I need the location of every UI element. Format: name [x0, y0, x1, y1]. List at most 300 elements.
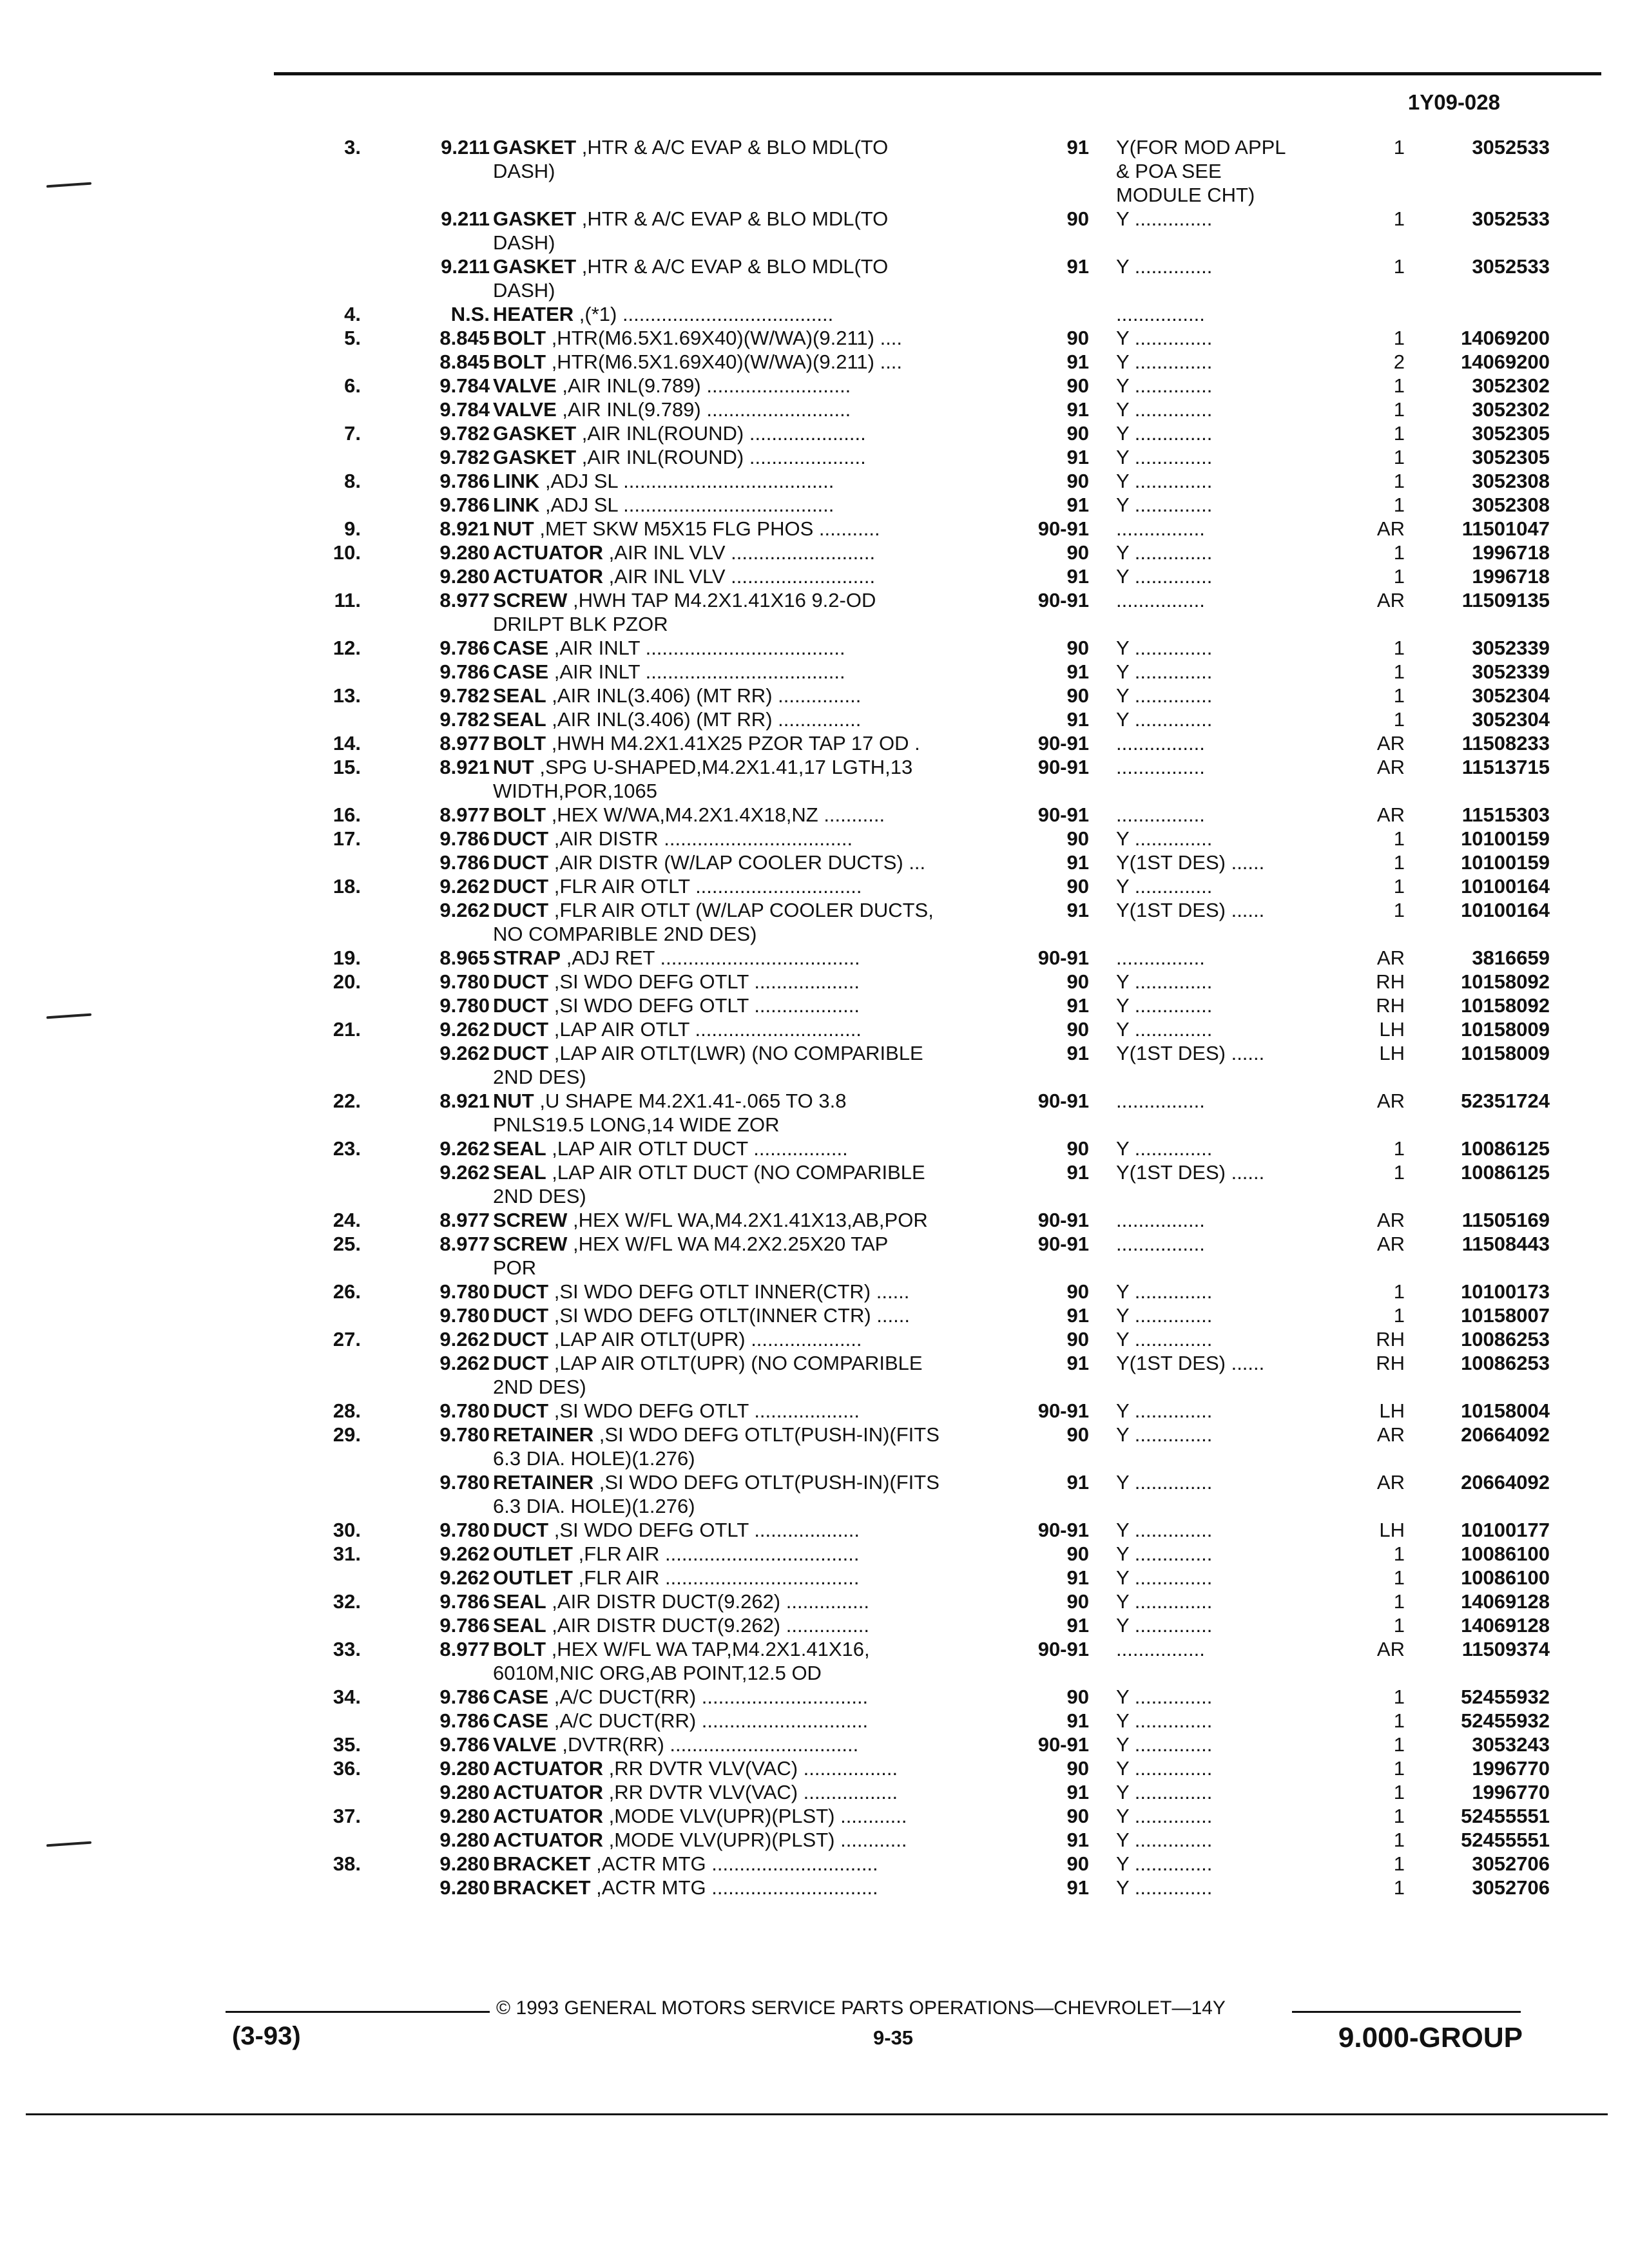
group-code: 9.786 — [439, 827, 490, 850]
description — [493, 302, 1028, 326]
part-number: 10158009 — [1461, 1018, 1550, 1041]
group-code: 9.782 — [439, 446, 490, 468]
description-text: ,SI WDO DEFG OTLT(PUSH-IN)(FITS — [593, 1423, 940, 1446]
group-code: N.S. — [450, 303, 490, 325]
usage: ................ — [1116, 803, 1205, 826]
table-row — [296, 874, 1553, 898]
model-year: 90-91 — [1037, 1233, 1089, 1255]
description — [493, 1756, 1028, 1780]
group-code: 9.780 — [439, 970, 490, 993]
item-number: 10. — [333, 541, 361, 564]
part-number: 10086125 — [1461, 1137, 1550, 1160]
usage: Y .............. — [1116, 1328, 1213, 1350]
usage: MODULE CHT) — [1116, 184, 1255, 206]
part-name: CASE — [493, 660, 549, 683]
model-year: 90 — [1066, 422, 1089, 445]
part-number: 14069128 — [1461, 1590, 1550, 1613]
part-name: DUCT — [493, 899, 549, 921]
part-number: 3052533 — [1472, 136, 1550, 159]
table-row — [296, 1566, 1553, 1590]
description — [493, 1137, 1028, 1160]
table-row — [296, 1446, 1553, 1470]
description-text: ,LAP AIR OTLT(LWR) (NO COMPARIBLE — [548, 1042, 923, 1064]
description-text: ,FLR AIR OTLT (W/LAP COOLER DUCTS, — [548, 899, 934, 921]
part-name: ACTUATOR — [493, 1829, 604, 1851]
description — [493, 278, 1028, 302]
description — [493, 1733, 1028, 1756]
table-row — [296, 1089, 1553, 1113]
table-row — [296, 1709, 1553, 1733]
item-number: 21. — [333, 1018, 361, 1041]
usage: Y .............. — [1116, 1471, 1213, 1494]
table-row — [296, 231, 1553, 255]
model-year: 91 — [1066, 1829, 1089, 1851]
item-number: 16. — [333, 803, 361, 826]
description — [493, 541, 1028, 564]
part-number: 11509374 — [1461, 1638, 1550, 1660]
group-code: 9.280 — [439, 1852, 490, 1875]
usage: ................ — [1116, 589, 1205, 611]
page-number: 9-35 — [873, 2026, 914, 2049]
quantity: AR — [1376, 1233, 1405, 1255]
description — [493, 1709, 1028, 1733]
part-name: OUTLET — [493, 1542, 573, 1565]
item-number: 34. — [333, 1686, 361, 1708]
usage: Y .............. — [1116, 1280, 1213, 1303]
table-row — [296, 398, 1553, 421]
quantity: 1 — [1393, 899, 1405, 921]
table-row — [296, 445, 1553, 469]
table-row — [296, 493, 1553, 517]
description-text: ,LAP AIR OTLT(UPR) (NO COMPARIBLE — [548, 1352, 923, 1374]
table-row — [296, 1137, 1553, 1160]
group-code: 9.262 — [439, 1161, 490, 1184]
description-text: WIDTH,POR,1065 — [493, 780, 657, 802]
quantity: LH — [1379, 1519, 1405, 1541]
usage: Y(1ST DES) ...... — [1116, 1161, 1265, 1184]
part-number: 10100177 — [1461, 1519, 1550, 1541]
description — [493, 1280, 1028, 1303]
part-name: SEAL — [493, 708, 546, 731]
item-number: 15. — [333, 756, 361, 778]
group-code: 9.786 — [439, 851, 490, 874]
quantity: 1 — [1393, 1542, 1405, 1565]
description-text: ,AIR INL VLV .......................... — [603, 541, 876, 564]
part-name: DUCT — [493, 1519, 549, 1541]
table-row — [296, 994, 1553, 1017]
description-text: ,LAP AIR OTLT .............................. — [548, 1018, 862, 1041]
part-name: DUCT — [493, 1399, 549, 1422]
part-name: BRACKET — [493, 1876, 591, 1899]
group-code: 9.782 — [439, 422, 490, 445]
description-text: ,AIR INL VLV .......................... — [603, 565, 876, 588]
table-row — [296, 1780, 1553, 1804]
quantity: RH — [1376, 1328, 1405, 1350]
description — [493, 1852, 1028, 1876]
item-number: 27. — [333, 1328, 361, 1350]
part-number: 3052308 — [1472, 470, 1550, 492]
quantity: LH — [1379, 1399, 1405, 1422]
description-text: ,HEX W/FL WA TAP,M4.2X1.41X16, — [546, 1638, 870, 1660]
quantity: AR — [1376, 803, 1405, 826]
part-number: 20664092 — [1461, 1423, 1550, 1446]
part-number: 14069200 — [1461, 351, 1550, 373]
description — [493, 207, 1028, 231]
group-code: 8.977 — [439, 1638, 490, 1660]
group-code: 9.211 — [441, 136, 490, 159]
usage: Y .............. — [1116, 1757, 1213, 1780]
part-name: GASKET — [493, 207, 577, 230]
part-name: NUT — [493, 1090, 534, 1112]
part-number: 1996770 — [1472, 1757, 1550, 1780]
usage: ................ — [1116, 756, 1205, 778]
part-name: HEATER — [493, 303, 574, 325]
usage: ................ — [1116, 517, 1205, 540]
part-name: DUCT — [493, 1280, 549, 1303]
description — [493, 898, 1028, 922]
part-number: 3052339 — [1472, 660, 1550, 683]
table-row — [296, 1065, 1553, 1089]
table-row — [296, 1804, 1553, 1828]
part-number: 10158092 — [1461, 994, 1550, 1017]
description — [493, 1208, 1028, 1232]
group-code: 8.921 — [439, 517, 490, 540]
part-name: BOLT — [493, 1638, 546, 1660]
item-number: 36. — [333, 1757, 361, 1780]
usage: Y(1ST DES) ...... — [1116, 1042, 1265, 1064]
description — [493, 994, 1028, 1017]
item-number: 9. — [344, 517, 361, 540]
table-row — [296, 1685, 1553, 1709]
table-row — [296, 1280, 1553, 1303]
usage: Y(1ST DES) ...... — [1116, 851, 1265, 874]
part-name: DUCT — [493, 1018, 549, 1041]
quantity: 1 — [1393, 827, 1405, 850]
description-text: ,SI WDO DEFG OTLT(INNER CTR) ...... — [548, 1304, 910, 1327]
usage: Y .............. — [1116, 1542, 1213, 1565]
table-row — [296, 850, 1553, 874]
model-year: 91 — [1066, 1876, 1089, 1899]
description — [493, 1113, 1028, 1137]
table-row — [296, 1208, 1553, 1232]
description-text: ,ACTR MTG .............................. — [590, 1876, 878, 1899]
description — [493, 1518, 1028, 1542]
model-year: 90 — [1066, 327, 1089, 349]
part-name: GASKET — [493, 422, 577, 445]
description — [493, 159, 1028, 183]
part-name: BOLT — [493, 351, 546, 373]
quantity: LH — [1379, 1042, 1405, 1064]
usage: Y(1ST DES) ...... — [1116, 899, 1265, 921]
part-number: 52455932 — [1461, 1709, 1550, 1732]
description — [493, 1446, 1028, 1470]
part-number: 11509135 — [1461, 589, 1550, 611]
description-text: ,AIR DISTR DUCT(9.262) ............... — [546, 1614, 869, 1637]
description-text: ,MODE VLV(UPR)(PLST) ............ — [603, 1829, 907, 1851]
description-text: ,SI WDO DEFG OTLT ................... — [548, 994, 860, 1017]
model-year: 90-91 — [1037, 1209, 1089, 1231]
part-name: LINK — [493, 494, 540, 516]
description-text: ,SPG U-SHAPED,M4.2X1.41,17 LGTH,13 — [534, 756, 913, 778]
table-row — [296, 207, 1553, 231]
quantity: RH — [1376, 994, 1405, 1017]
group-code: 9.262 — [439, 1542, 490, 1565]
description — [493, 1184, 1028, 1208]
usage: Y .............. — [1116, 1304, 1213, 1327]
item-number: 7. — [344, 422, 361, 445]
group-code: 9.280 — [439, 1829, 490, 1851]
usage: Y .............. — [1116, 422, 1213, 445]
usage: ................ — [1116, 303, 1205, 325]
description — [493, 636, 1028, 660]
description-text: ,HWH M4.2X1.41X25 PZOR TAP 17 OD . — [546, 732, 920, 754]
model-year: 91 — [1066, 851, 1089, 874]
model-year: 91 — [1066, 708, 1089, 731]
description-text: ,HTR & A/C EVAP & BLO MDL(TO — [576, 255, 889, 278]
table-row — [296, 421, 1553, 445]
model-year: 90 — [1066, 1590, 1089, 1613]
part-number: 10100159 — [1461, 827, 1550, 850]
usage: Y .............. — [1116, 398, 1213, 421]
description-text: DASH) — [493, 279, 555, 302]
table-row — [296, 636, 1553, 660]
part-number: 3052302 — [1472, 398, 1550, 421]
part-number: 10086100 — [1461, 1542, 1550, 1565]
table-row — [296, 946, 1553, 970]
part-number: 52455932 — [1461, 1686, 1550, 1708]
description — [493, 731, 1028, 755]
model-year: 91 — [1066, 351, 1089, 373]
part-number: 10100159 — [1461, 851, 1550, 874]
description — [493, 255, 1028, 278]
model-year: 90 — [1066, 1805, 1089, 1827]
margin-mark — [46, 1841, 92, 1847]
description-text: 6010M,NIC ORG,AB POINT,12.5 OD — [493, 1662, 822, 1684]
quantity: AR — [1376, 1209, 1405, 1231]
table-row — [296, 1160, 1553, 1184]
part-name: STRAP — [493, 947, 561, 969]
item-number: 8. — [344, 470, 361, 492]
description-text: ,U SHAPE M4.2X1.41-.065 TO 3.8 — [534, 1090, 847, 1112]
group-code: 9.780 — [439, 1519, 490, 1541]
usage: Y .............. — [1116, 1709, 1213, 1732]
description — [493, 398, 1028, 421]
table-row — [296, 278, 1553, 302]
usage: Y .............. — [1116, 1781, 1213, 1803]
model-year: 90 — [1066, 1018, 1089, 1041]
item-number: 37. — [333, 1805, 361, 1827]
quantity: RH — [1376, 970, 1405, 993]
model-year: 90 — [1066, 1542, 1089, 1565]
part-name: DUCT — [493, 994, 549, 1017]
model-year: 91 — [1066, 446, 1089, 468]
part-name: GASKET — [493, 255, 577, 278]
part-name: SEAL — [493, 1614, 546, 1637]
part-number: 3052304 — [1472, 684, 1550, 707]
group-code: 9.786 — [439, 660, 490, 683]
item-number: 29. — [333, 1423, 361, 1446]
description — [493, 1661, 1028, 1685]
model-year: 90-91 — [1037, 1090, 1089, 1112]
description — [493, 803, 1028, 827]
usage: ................ — [1116, 1233, 1205, 1255]
part-number: 10158004 — [1461, 1399, 1550, 1422]
model-year: 90 — [1066, 1280, 1089, 1303]
table-row — [296, 731, 1553, 755]
part-name: CASE — [493, 1709, 549, 1732]
table-row — [296, 1184, 1553, 1208]
table-row — [296, 1375, 1553, 1399]
description — [493, 421, 1028, 445]
table-row — [296, 1423, 1553, 1446]
group-code: 9.784 — [439, 398, 490, 421]
description-text: ,HEX W/FL WA,M4.2X1.41X13,AB,POR — [567, 1209, 928, 1231]
part-number: 11508443 — [1461, 1233, 1550, 1255]
usage: Y .............. — [1116, 351, 1213, 373]
date-code: (3-93) — [232, 2022, 301, 2050]
table-row — [296, 1637, 1553, 1661]
description — [493, 326, 1028, 350]
item-number: 3. — [344, 136, 361, 159]
model-year: 90 — [1066, 1757, 1089, 1780]
table-row — [296, 350, 1553, 374]
description — [493, 707, 1028, 731]
table-row — [296, 302, 1553, 326]
usage: Y .............. — [1116, 1519, 1213, 1541]
group-code: 9.280 — [439, 1757, 490, 1780]
group-code: 9.782 — [439, 708, 490, 731]
part-number: 3052706 — [1472, 1852, 1550, 1875]
quantity: 1 — [1393, 851, 1405, 874]
model-year: 90-91 — [1037, 589, 1089, 611]
model-year: 91 — [1066, 1352, 1089, 1374]
quantity: 1 — [1393, 422, 1405, 445]
part-name: ACTUATOR — [493, 1781, 604, 1803]
description — [493, 1470, 1028, 1494]
part-name: GASKET — [493, 136, 577, 159]
group-code: 9.786 — [439, 637, 490, 659]
part-name: SEAL — [493, 684, 546, 707]
part-number: 3816659 — [1472, 947, 1550, 969]
usage: Y .............. — [1116, 1876, 1213, 1899]
description-text: ,A/C DUCT(RR) .............................. — [548, 1709, 869, 1732]
group-code: 8.977 — [439, 732, 490, 754]
usage: Y .............. — [1116, 1614, 1213, 1637]
group-code: 9.780 — [439, 994, 490, 1017]
description — [493, 1065, 1028, 1089]
item-number: 19. — [333, 947, 361, 969]
quantity: 1 — [1393, 327, 1405, 349]
group-code: 9.780 — [439, 1280, 490, 1303]
group-code: 9.262 — [439, 875, 490, 898]
table-row — [296, 1733, 1553, 1756]
model-year: 90-91 — [1037, 517, 1089, 540]
quantity: AR — [1376, 947, 1405, 969]
group-code: 8.921 — [439, 1090, 490, 1112]
description — [493, 874, 1028, 898]
description — [493, 1327, 1028, 1351]
table-row — [296, 1303, 1553, 1327]
part-number: 11513715 — [1461, 756, 1550, 778]
item-number: 14. — [333, 732, 361, 754]
part-number: 10158009 — [1461, 1042, 1550, 1064]
group-label: 9.000-GROUP — [1338, 2022, 1523, 2053]
item-number: 18. — [333, 875, 361, 898]
group-code: 9.262 — [439, 1566, 490, 1589]
part-number: 10158007 — [1461, 1304, 1550, 1327]
usage: Y .............. — [1116, 255, 1213, 278]
quantity: 1 — [1393, 684, 1405, 707]
part-name: BOLT — [493, 803, 546, 826]
quantity: 1 — [1393, 637, 1405, 659]
part-number: 11508233 — [1461, 732, 1550, 754]
group-code: 9.280 — [439, 1876, 490, 1899]
usage: Y .............. — [1116, 1566, 1213, 1589]
table-row — [296, 684, 1553, 707]
usage: Y .............. — [1116, 994, 1213, 1017]
description-text: ,HTR(M6.5X1.69X40)(W/WA)(9.211) .... — [546, 351, 903, 373]
usage: Y .............. — [1116, 327, 1213, 349]
group-code: 9.211 — [441, 207, 490, 230]
description — [493, 493, 1028, 517]
part-number: 1996718 — [1472, 541, 1550, 564]
quantity: 1 — [1393, 446, 1405, 468]
part-name: NUT — [493, 517, 534, 540]
usage: Y .............. — [1116, 374, 1213, 397]
usage: Y .............. — [1116, 565, 1213, 588]
description — [493, 231, 1028, 255]
description-text: ,SI WDO DEFG OTLT(PUSH-IN)(FITS — [593, 1471, 940, 1494]
model-year: 90 — [1066, 637, 1089, 659]
model-year: 90 — [1066, 1328, 1089, 1350]
part-number: 20664092 — [1461, 1471, 1550, 1494]
description — [493, 1041, 1028, 1065]
description-text: ,SI WDO DEFG OTLT ................... — [548, 970, 860, 993]
quantity: 1 — [1393, 1757, 1405, 1780]
model-year: 91 — [1066, 1566, 1089, 1589]
group-code: 8.845 — [439, 327, 490, 349]
description-text: ,AIR INL(ROUND) ..................... — [576, 422, 866, 445]
item-number: 24. — [333, 1209, 361, 1231]
part-name: OUTLET — [493, 1566, 573, 1589]
description — [493, 1828, 1028, 1852]
quantity: 1 — [1393, 1161, 1405, 1184]
part-number: 10086100 — [1461, 1566, 1550, 1589]
item-number: 13. — [333, 684, 361, 707]
description-text: 6.3 DIA. HOLE)(1.276) — [493, 1495, 695, 1517]
description — [493, 1017, 1028, 1041]
margin-mark — [46, 182, 92, 188]
model-year: 91 — [1066, 1614, 1089, 1637]
part-number: 10086253 — [1461, 1328, 1550, 1350]
table-row — [296, 827, 1553, 850]
group-code: 8.921 — [439, 756, 490, 778]
description-text: ,AIR INL(3.406) (MT RR) ............... — [546, 684, 862, 707]
item-number: 23. — [333, 1137, 361, 1160]
description-text: ,AIR INLT .................................... — [548, 660, 845, 683]
table-row — [296, 612, 1553, 636]
item-number: 20. — [333, 970, 361, 993]
bottom-rule — [26, 2113, 1608, 2115]
item-number: 28. — [333, 1399, 361, 1422]
usage: Y .............. — [1116, 1018, 1213, 1041]
group-code: 8.845 — [439, 351, 490, 373]
usage: Y .............. — [1116, 1733, 1213, 1756]
group-code: 9.280 — [439, 565, 490, 588]
quantity: AR — [1376, 756, 1405, 778]
group-code: 8.977 — [439, 589, 490, 611]
model-year: 90 — [1066, 1423, 1089, 1446]
